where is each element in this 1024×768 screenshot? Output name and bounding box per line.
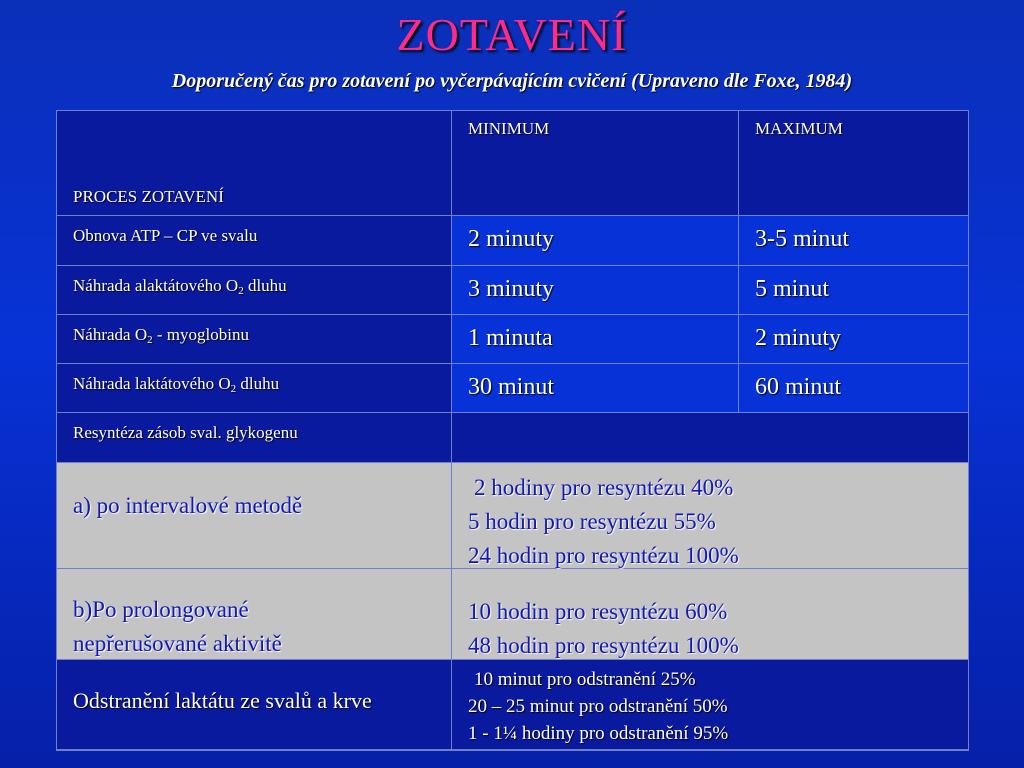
process-text: Náhrada alaktátového O [73,276,239,295]
table-row-prolonged [57,569,968,660]
row-process [57,266,452,315]
process-text: Náhrada laktátového O [73,374,231,393]
table-row [57,216,968,266]
table-row-interval [57,463,968,569]
row-process [57,364,452,413]
label-line: b)Po prolongované [73,597,249,622]
process-text: dluhu [236,374,280,393]
header-process-label: PROCES ZOTAVENÍ [73,187,224,206]
row-max: 5 minut [739,266,968,315]
process-text: Náhrada O [73,325,148,344]
row-max: 2 minuty [739,315,968,364]
value-line: 24 hodin pro resyntézu 100% [468,543,739,568]
value-line: 20 – 25 minut pro odstranění 50% [468,696,728,717]
row-process: Resyntéza zásob sval. glykogenu [57,413,452,463]
row-process: Obnova ATP – CP ve svalu [57,216,452,266]
header-minimum: MINIMUM [452,111,739,216]
header-process [57,111,452,216]
table-row [57,266,968,315]
header-maximum: MAXIMUM [739,111,968,216]
row-empty-cell [452,413,968,463]
process-text: dluhu [243,276,287,295]
prolonged-activity-values [452,569,968,660]
row-max: 60 minut [739,364,968,413]
interval-method-values [452,463,968,569]
table-header-row [57,111,968,216]
slide-subtitle: Doporučený čas pro zotavení po vyčerpávajícím cvičení (Upraveno dle Foxe, 1984) [171,70,853,92]
value-line: 2 hodiny pro resyntézu 40% [474,475,734,500]
table-row-lactate [57,660,968,750]
row-min: 2 minuty [452,216,739,266]
value-line: 1 - 1¼ hodiny pro odstranění 95% [468,723,729,744]
lactate-label: Odstranění laktátu ze svalů a krve [57,660,452,750]
row-min: 1 minuta [452,315,739,364]
table-row [57,315,968,364]
interval-method-label: a) po intervalové metodě [57,463,452,569]
table-row [57,364,968,413]
value-line: 5 hodin pro resyntézu 55% [468,509,716,534]
slide-title: ZOTAVENÍ [396,9,628,60]
table-row-glycogen [57,413,968,463]
prolonged-activity-label [57,569,452,660]
label-line: nepřerušované aktivitě [73,631,282,656]
subscript: 2 [238,285,244,297]
row-max: 3-5 minut [739,216,968,266]
recovery-table [56,110,969,751]
value-line: 48 hodin pro resyntézu 100% [468,633,739,658]
value-line: 10 hodin pro resyntézu 60% [468,599,728,624]
value-line: 10 minut pro odstranění 25% [474,669,696,690]
subscript: 2 [147,334,153,346]
row-min: 3 minuty [452,266,739,315]
subscript: 2 [230,383,237,395]
lactate-values [452,660,968,750]
row-min: 30 minut [452,364,739,413]
process-text: - myoglobinu [152,325,249,344]
row-process [57,315,452,364]
